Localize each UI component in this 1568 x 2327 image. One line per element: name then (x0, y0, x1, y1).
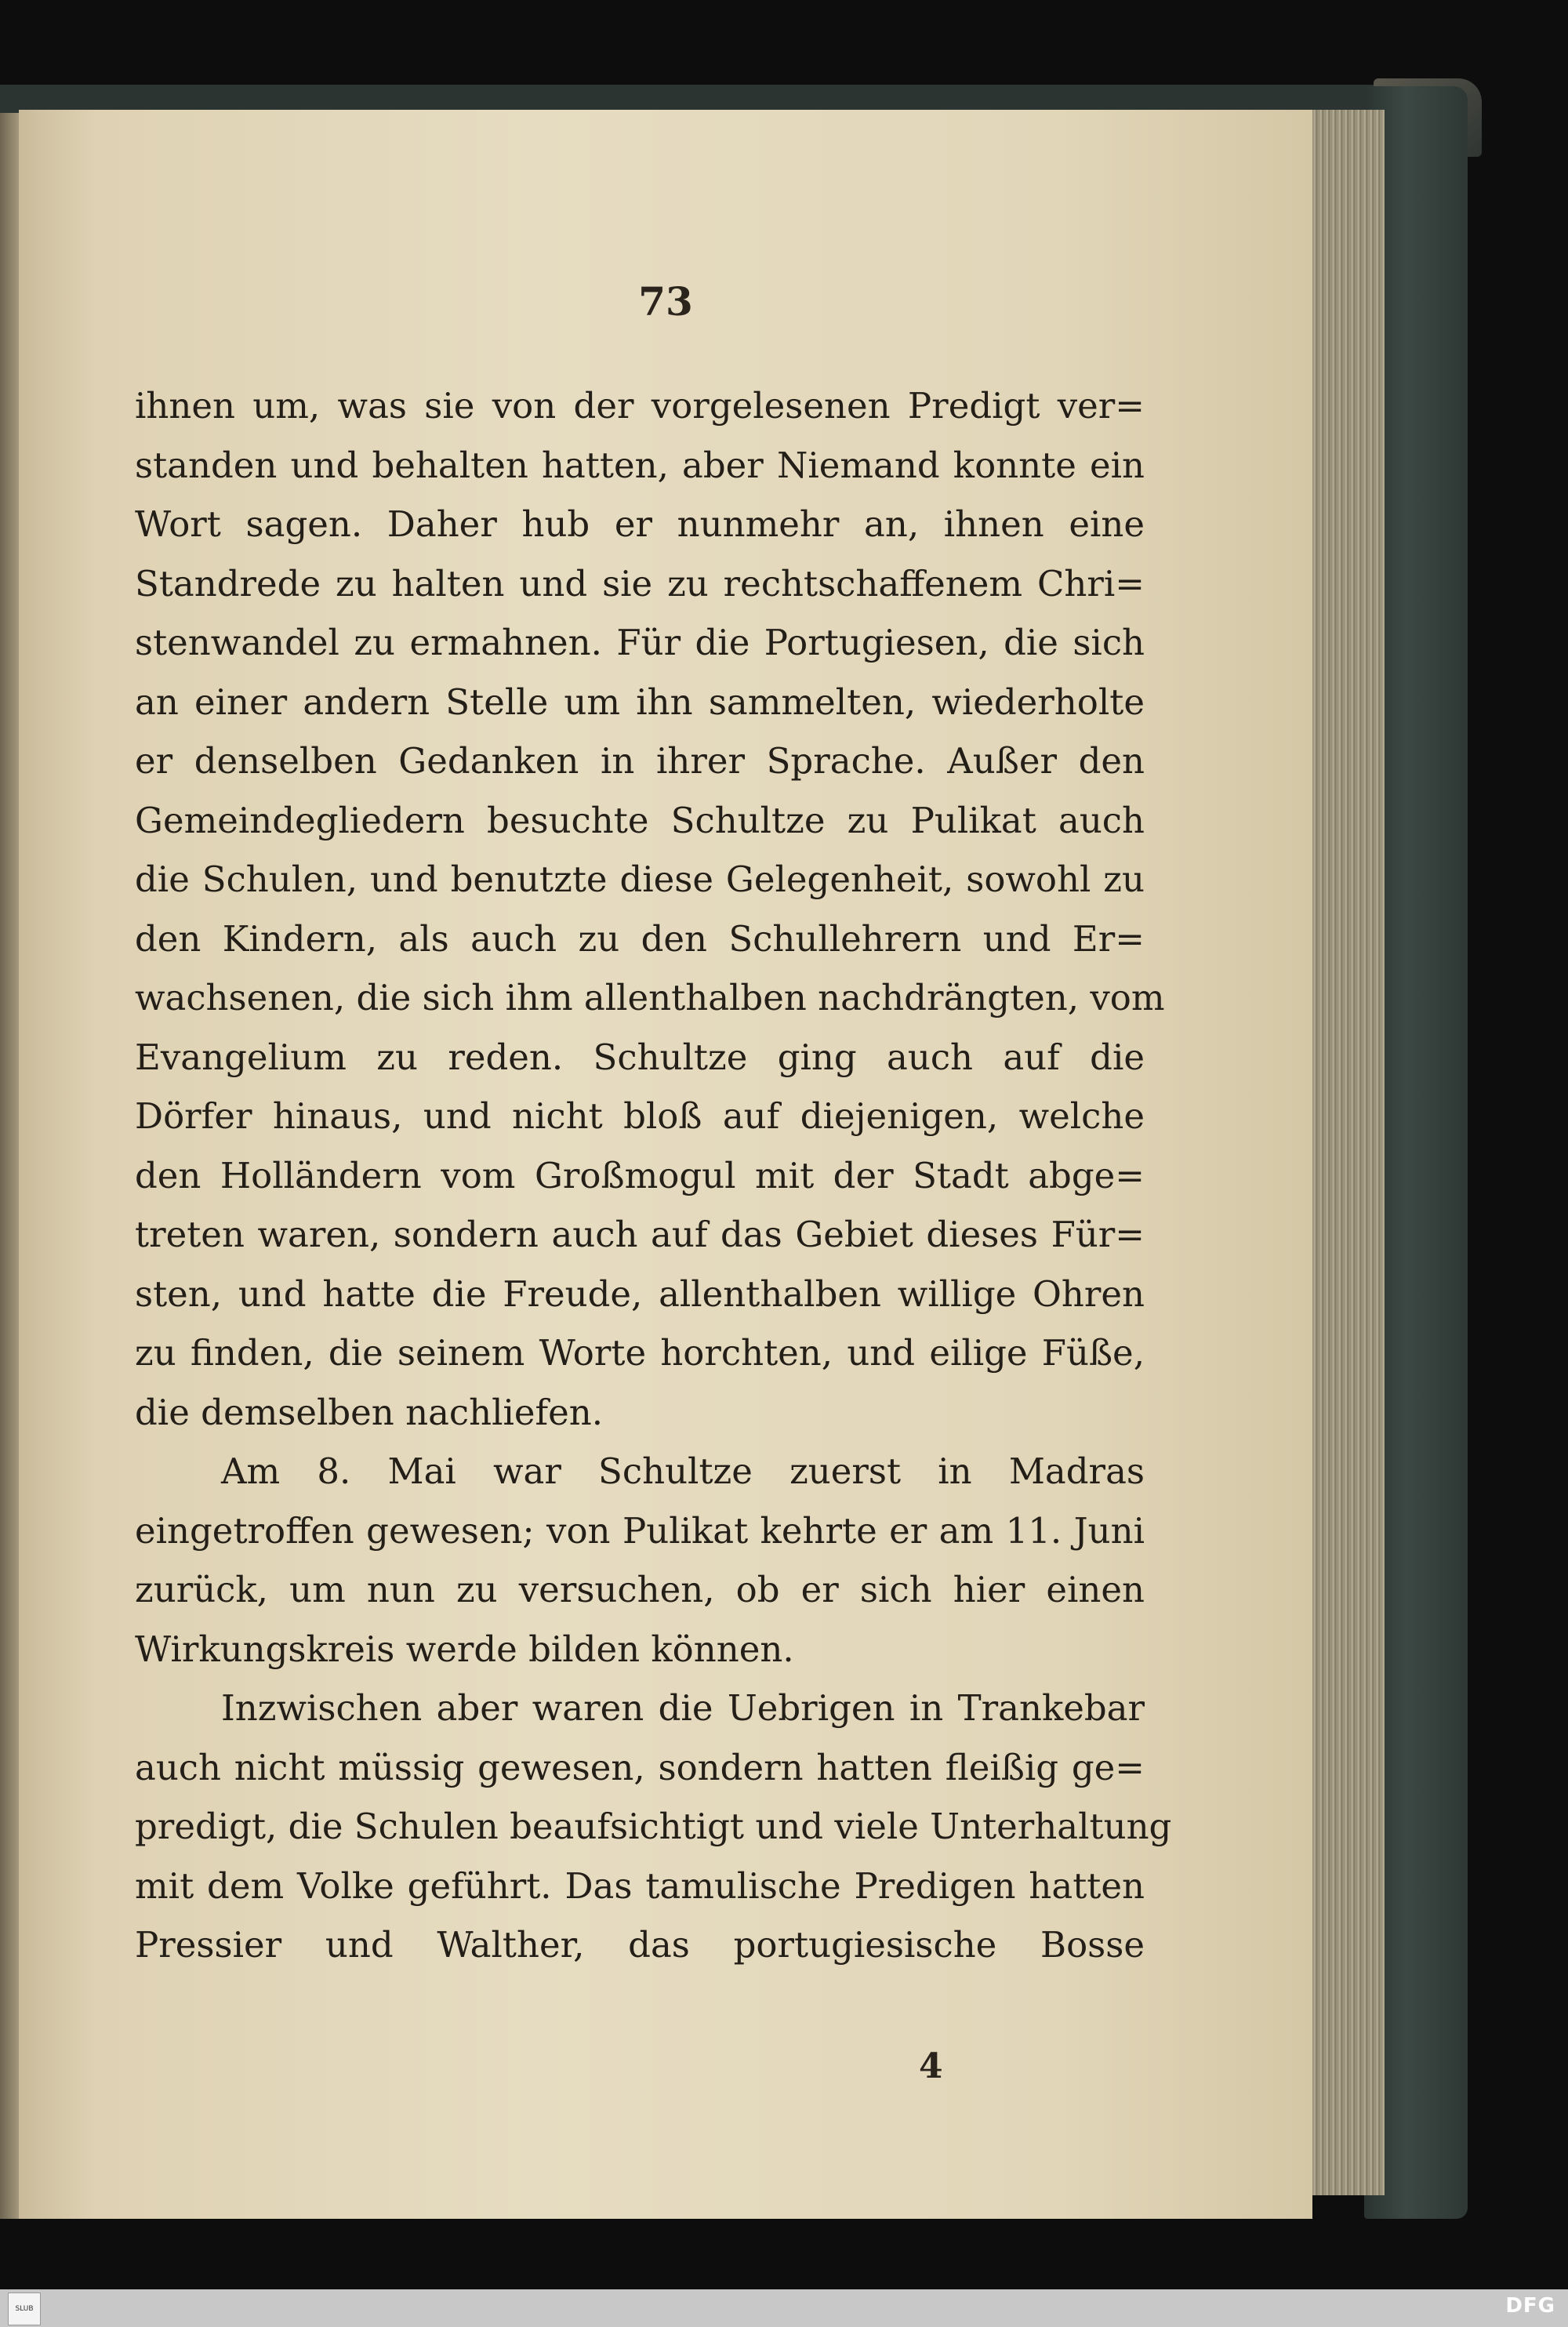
book-page (19, 110, 1312, 2219)
dfg-logo: DFG (1505, 2294, 1555, 2318)
text-line: Gemeindegliedern besuchte Schultze zu Pulikat auch (135, 799, 1145, 841)
text-line: mit dem Volke geführt. Das tamulische Predigen hatten (135, 1864, 1145, 1907)
signature-mark: 4 (919, 2046, 943, 2086)
text-line: zu finden, die seinem Worte horchten, und eilige Füße, (135, 1332, 1145, 1374)
page-number: 73 (638, 278, 693, 325)
text-line: stenwandel zu ermahnen. Für die Portugiesen, die sich (135, 622, 1145, 663)
text-line: zurück, um nun zu versuchen, ob er sich hier einen (135, 1569, 1145, 1610)
viewer-footer (0, 2289, 1568, 2327)
text-line: Pressier und Walther, das portugiesische Bosse (135, 1924, 1145, 1966)
text-line: standen und behalten hatten, aber Niemand konnte ein (135, 444, 1145, 486)
text-line: eingetroffen gewesen; von Pulikat kehrte er am 11. Juni (135, 1509, 1145, 1552)
body-text (135, 376, 1172, 1975)
text-line: wachsenen, die sich ihm allenthalben nachdrängten, vom (135, 977, 1165, 1018)
page-stack-edges (1300, 110, 1385, 2195)
text-line: Dörfer hinaus, und nicht bloß auf diejenigen, welche (135, 1095, 1145, 1137)
text-line: die Schulen, und benutzte diese Gelegenheit, sowohl zu (135, 859, 1145, 900)
text-line: die demselben nachliefen. (135, 1391, 604, 1433)
text-line: Inzwischen aber waren die Uebrigen in Trankebar (221, 1687, 1145, 1729)
library-logo: SLUB (8, 2293, 41, 2325)
text-line: den Kindern, als auch zu den Schullehrern und Er= (135, 917, 1145, 960)
text-line: Wort sagen. Daher hub er nunmehr an, ihnen eine (135, 503, 1145, 545)
text-line: treten waren, sondern auch auf das Gebiet dieses Für= (135, 1214, 1145, 1255)
text-line: Wirkungskreis werde bilden können. (135, 1628, 794, 1670)
text-line: Am 8. Mai war Schultze zuerst in Madras (221, 1450, 1145, 1492)
facing-page-edge (0, 110, 20, 2219)
text-line: ihnen um, was sie von der vorgelesenen Predigt ver= (135, 385, 1145, 427)
text-line: predigt, die Schulen beaufsichtigt und viele Unterhaltung (135, 1806, 1172, 1847)
text-line: sten, und hatte die Freude, allenthalben willige Ohren (135, 1272, 1145, 1315)
text-line: an einer andern Stelle um ihn sammelten, wiederholte (135, 681, 1145, 723)
text-line: Standrede zu halten und sie zu rechtschaffenem Chri= (135, 562, 1145, 604)
text-line: den Holländern vom Großmogul mit der Stadt abge= (135, 1154, 1145, 1196)
text-line: auch nicht müssig gewesen, sondern hatten fleißig ge= (135, 1746, 1145, 1788)
text-line: Evangelium zu reden. Schultze ging auch auf die (135, 1036, 1145, 1078)
text-line: er denselben Gedanken in ihrer Sprache. Außer den (135, 740, 1145, 782)
cover-board-top (0, 85, 1443, 113)
